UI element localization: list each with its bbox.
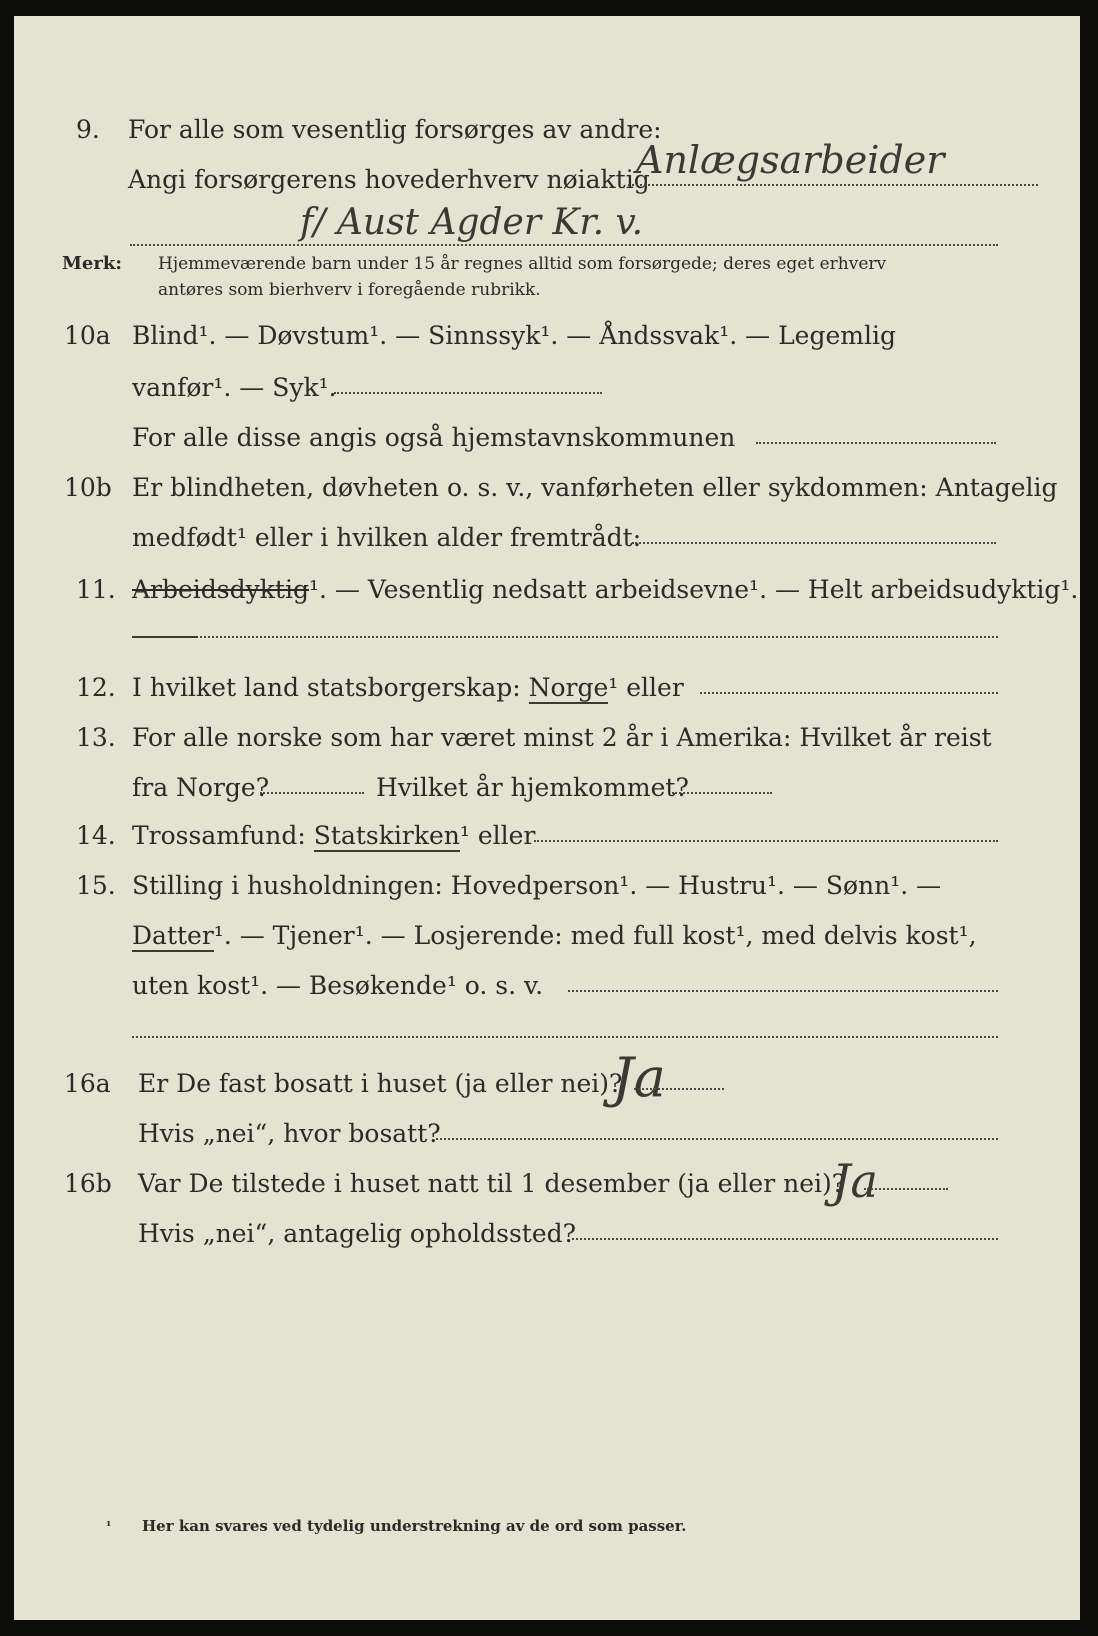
footnote-text: Her kan svares ved tydelig understrekning av de ord som passer. [142,1517,687,1535]
q14-pre: Trossamfund: [132,821,306,850]
question-number-9: 9. [76,115,100,144]
q15-line2-rest: ¹. — Tjener¹. — Losjerende: med full kost¹, med delvis kost¹, [213,921,977,950]
merk-label: Merk: [62,253,122,274]
q9-handwritten-answer2: f/ Aust Agder Kr. v. [300,202,644,243]
q15-line4 [132,1036,998,1038]
q10b-line2: medfødt¹ eller i hvilken alder fremtrådt: [132,523,642,552]
q15-line1: Stilling i husholdningen: Hovedperson¹. — Hustru¹. — Sønn¹. — [132,871,942,900]
q11-line-extra [200,636,998,638]
q10b-line1: Er blindheten, døvheten o. s. v., vanførheten eller sykdommen: Antagelig [132,473,1058,502]
q11-line [132,574,1078,606]
q9-answer-line2 [130,244,998,246]
q9-line1: For alle som vesentlig forsørges av andre: [128,115,662,144]
question-number-15: 15. [76,871,116,900]
q10a-line3: For alle disse angis også hjemstavnskommunen [132,423,736,452]
census-form-page [14,16,1080,1620]
q11-underline-mark [132,636,198,638]
q10a-line1: Blind¹. — Døvstum¹. — Sinnssyk¹. — Åndssvak¹. — Legemlig [132,321,896,350]
q14-post: ¹ eller [459,821,536,850]
question-number-10a: 10a [64,321,111,350]
q16a-bosatt-line [436,1138,998,1140]
q11-rest: ¹. — Vesentlig nedsatt arbeidsevne¹. — Helt arbeidsudyktig¹. [308,575,1079,604]
q13-line2b: Hvilket år hjemkommet? [376,773,689,802]
q10b-alder-line [632,542,996,544]
q15-line3-fill [568,990,998,992]
q16b-line2: Hvis „nei“, antagelig opholdssted? [138,1219,577,1248]
q16b-opholdssted-line [572,1238,998,1240]
q16a-line2: Hvis „nei“, hvor bosatt? [138,1119,441,1148]
question-number-16b: 16b [64,1169,112,1198]
q16a-handwritten-answer: Ja [612,1046,666,1109]
q12-pre: I hvilket land statsborgerskap: [132,673,521,702]
q14-choice-statskirken: Statskirken [313,821,460,850]
merk-line1: Hjemmeværende barn under 15 år regnes alltid som forsørgede; deres eget erhverv [158,254,887,274]
q15-line3: uten kost¹. — Besøkende¹ o. s. v. [132,971,544,1000]
q15-line2 [132,920,977,952]
q16a-line1: Er De fast bosatt i huset (ja eller nei)? [138,1069,623,1098]
q11-option-arbeidsdyktig: Arbeidsdyktig [132,575,309,604]
q14-line-fill [534,840,998,842]
q13-reist-line [260,792,364,794]
q10a-syk-line [334,392,602,394]
footnote-mark: ¹ [106,1519,112,1533]
question-number-16a: 16a [64,1069,111,1098]
question-number-13: 13. [76,723,116,752]
q13-line2a: fra Norge? [132,773,270,802]
q16b-line1: Var De tilstede i huset natt til 1 desember (ja eller nei)? [138,1169,846,1198]
q9-line2: Angi forsørgerens hovederhverv nøiaktig [128,165,650,194]
question-number-12: 12. [76,673,116,702]
q16b-handwritten-answer: Ja [832,1154,878,1208]
q9-answer-line [628,184,1038,186]
q10a-line2: vanfør¹. — Syk¹. [132,373,337,402]
q10a-kommune-line [756,442,996,444]
q15-choice-datter: Datter [132,921,214,950]
q14-line [132,820,535,852]
q13-line1: For alle norske som har været minst 2 år i Amerika: Hvilket år reist [132,723,992,752]
q12-post: ¹ eller [608,673,684,702]
merk-line2: antøres som bierhverv i foregående rubrikk. [158,280,541,300]
q16b-answer-line [864,1188,948,1190]
q9-handwritten-answer1: Anlægsarbeider [636,138,945,182]
q12-choice-norge: Norge [528,673,609,702]
question-number-11: 11. [76,575,116,604]
question-number-10b: 10b [64,473,112,502]
q12-line [132,672,684,704]
q13-hjem-line [672,792,772,794]
q12-line-fill [700,692,998,694]
question-number-14: 14. [76,821,116,850]
q16a-answer-line [634,1088,724,1090]
